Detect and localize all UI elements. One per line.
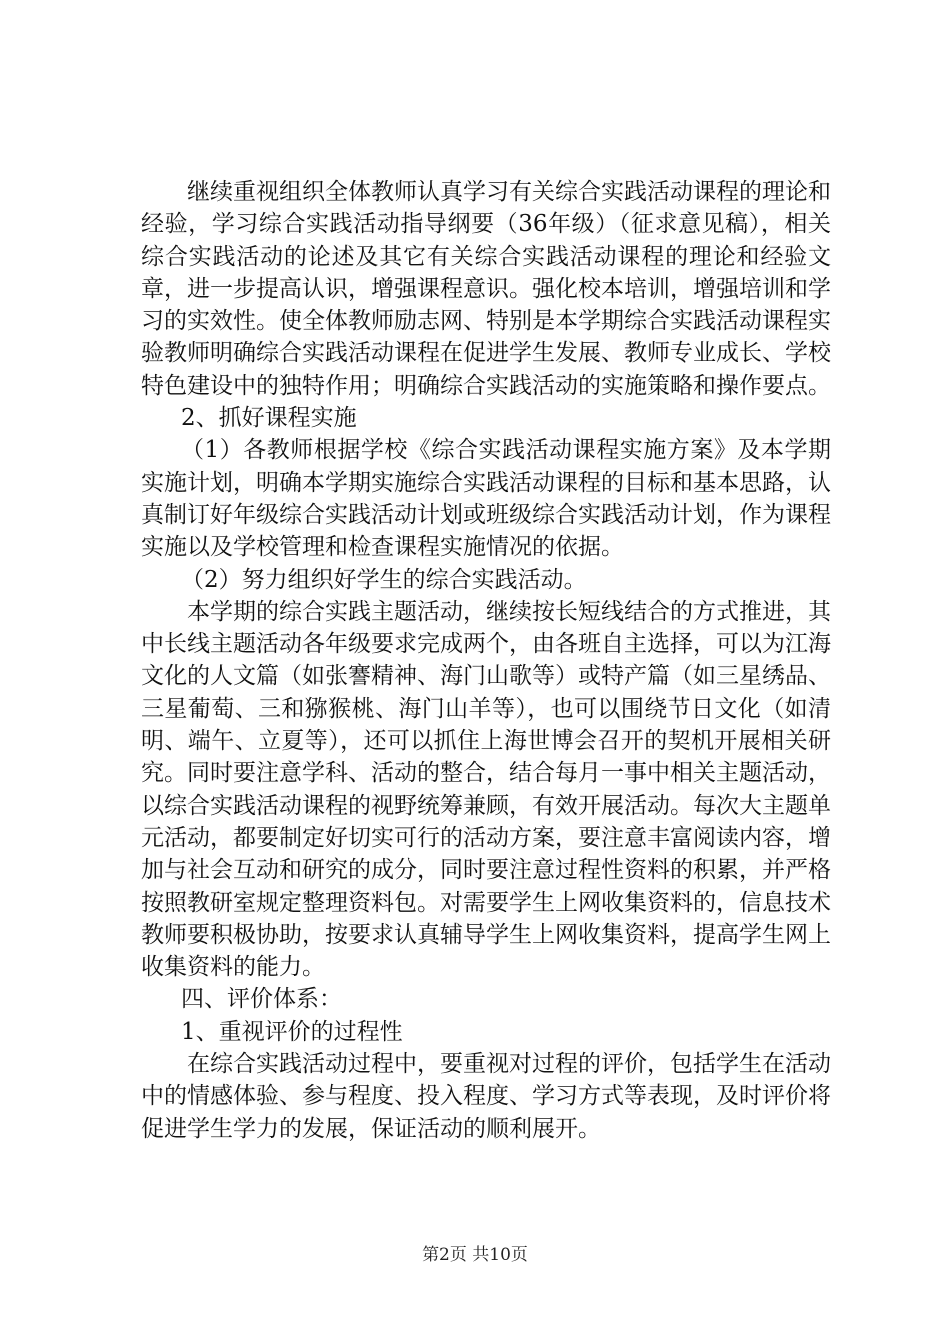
paragraph-organize-activities: （2）努力组织好学生的综合实践活动。: [181, 566, 587, 593]
heading-process-evaluation: 1、重视评价的过程性: [181, 1018, 403, 1045]
paragraph-theme-activities: 本学期的综合实践主题活动，继续按长短线结合的方式推进，其中长线主题活动各年级要求完成两个，由各班自主选择，可以为江海文化的人文篇（如张謇精神、海门山歌等）或特产篇（如三星绣品、三星葡萄、三和猕猴桃、海门山羊等），也可以围绕节日文化（如清明、端午、立夏等），还可以抓住上海世博会召开的契机开展相关研究。同时要注意学科、活动的整合，结合每月一事中相关主题活动，以综合实践活动课程的视野统筹兼顾，有效开展活动。每次大主题单元活动，都要制定好切实可行的活动方案，要注意丰富阅读内容，增加与社会互动和研究的成分，同时要注意过程性资料的积累，并严格按照教研室规定整理资料包。对需要学生上网收集资料的，信息技术教师要积极协助，按要求认真辅导学生上网收集资料，提高学生网上收集资料的能力。: [141, 598, 831, 981]
heading-evaluation-system: 四、评价体系：: [181, 986, 342, 1013]
heading-course-implementation: 2、抓好课程实施: [181, 405, 357, 432]
paragraph-process-evaluation: 在综合实践活动过程中，要重视对过程的评价，包括学生在活动中的情感体验、参与程度、投入程度、学习方式等表现，及时评价将促进学生学力的发展，保证活动的顺利展开。: [141, 1051, 831, 1142]
paragraph-study-theory: 继续重视组织全体教师认真学习有关综合实践活动课程的理论和经验，学习综合实践活动指导纲要（36年级）（征求意见稿），相关综合实践活动的论述及其它有关综合实践活动课程的理论和经验文章，进一步提高认识，增强课程意识。强化校本培训，增强培训和学习的实效性。使全体教师励志网、特别是本学期综合实践活动课程实验教师明确综合实践活动课程在促进学生发展、教师专业成长、学校特色建设中的独特作用；明确综合实践活动的实施策略和操作要点。: [141, 179, 831, 399]
paragraph-teacher-plan: （1）各教师根据学校《综合实践活动课程实施方案》及本学期实施计划，明确本学期实施综合实践活动课程的目标和基本思路，认真制订好年级综合实践活动计划或班级综合实践活动计划，作为课程实施以及学校管理和检查课程实施情况的依据。: [141, 437, 831, 561]
document-body: [141, 176, 831, 1145]
page-number-footer: 第2页 共10页: [422, 1245, 528, 1265]
